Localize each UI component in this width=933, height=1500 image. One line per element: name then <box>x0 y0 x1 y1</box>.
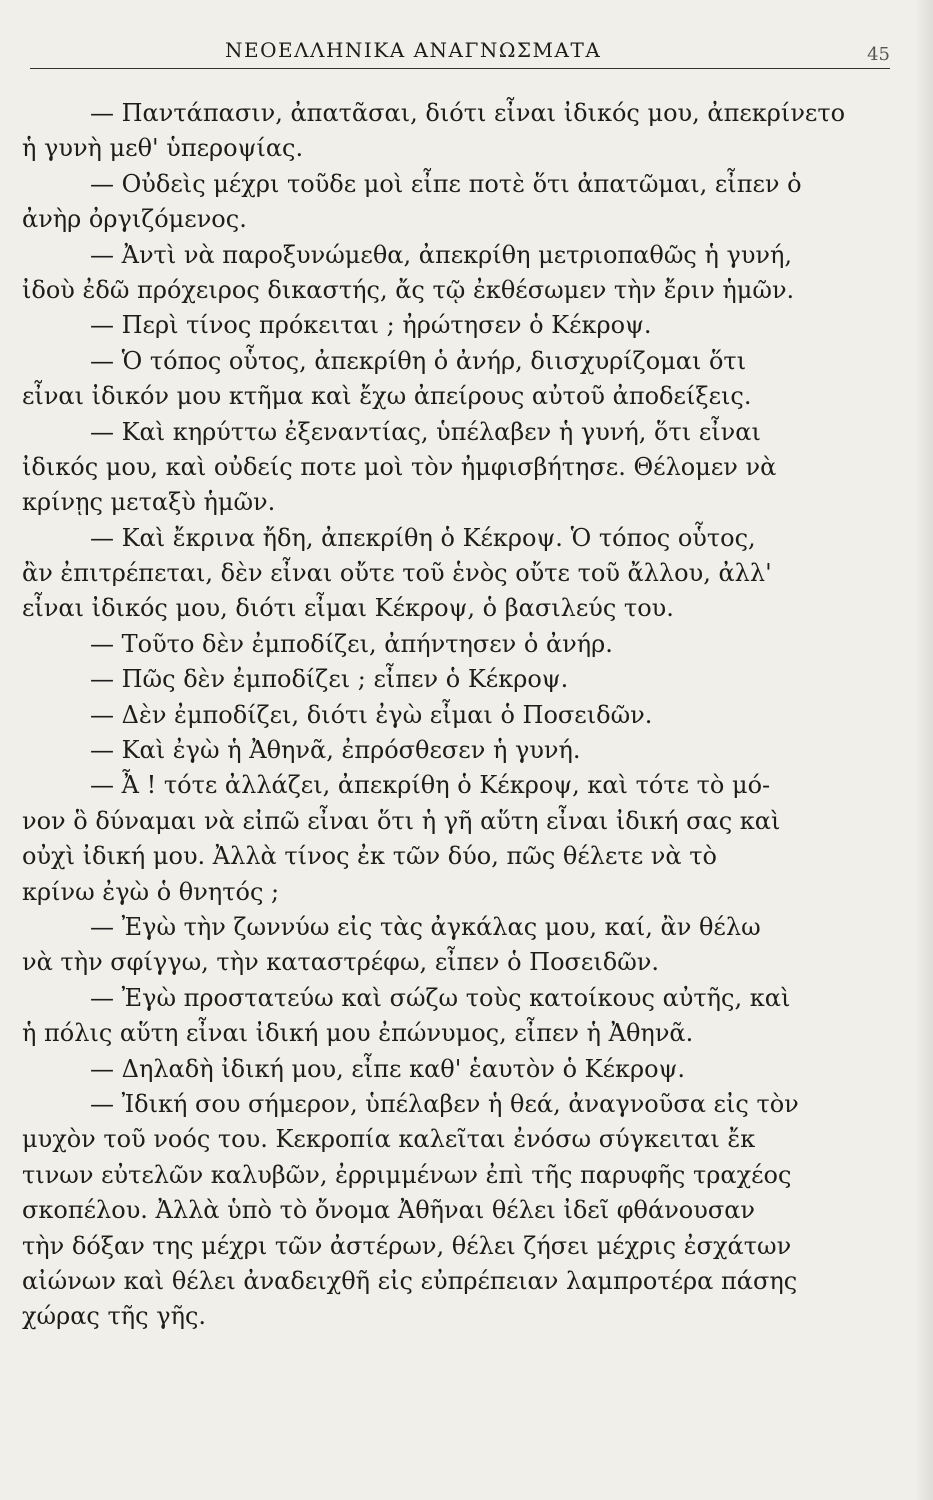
text-line: — Καὶ ἔκρινα ἤδη, ἀπεκρίθη ὁ Κέκροψ. Ὁ τόπος οὗτος, <box>90 523 756 552</box>
text-line: ἰδοὺ ἐδῶ πρόχειρος δικαστής, ἄς τῷ ἐκθέσωμεν τὴν ἔριν ἡμῶν. <box>22 275 795 304</box>
text-line: — Καὶ ἐγὼ ἡ Ἀθηνᾶ, ἐπρόσθεσεν ἡ γυνή. <box>90 736 581 765</box>
text-line: — Ἀντὶ νὰ παροξυνώμεθα, ἀπεκρίθη μετριοπαθῶς ἡ γυνή, <box>90 240 793 269</box>
text-line: εἶναι ἰδικόν μου κτῆμα καὶ ἔχω ἀπείρους αὐτοῦ ἀποδείξεις. <box>22 382 752 411</box>
text-line: — Τοῦτο δὲν ἐμποδίζει, ἀπήντησεν ὁ ἀνήρ. <box>90 629 613 658</box>
text-line: — Ἆ ! τότε ἀλλάζει, ἀπεκρίθη ὁ Κέκροψ, καὶ τότε τὸ μό- <box>90 771 771 800</box>
text-line: — Ἐγὼ τὴν ζωννύω εἰς τὰς ἀγκάλας μου, καί, ἂν θέλω <box>90 912 761 941</box>
text-line: ἡ γυνὴ μεθ' ὑπεροψίας. <box>22 134 304 163</box>
header-rule <box>30 68 890 69</box>
text-line: ἡ πόλις αὕτη εἶναι ἰδική μου ἐπώνυμος, εἶπεν ἡ Ἀθηνᾶ. <box>22 1019 694 1048</box>
text-line: — Καὶ κηρύττω ἐξεναντίας, ὑπέλαβεν ἡ γυνή, ὅτι εἶναι <box>90 417 761 446</box>
text-line: — Δηλαδὴ ἰδική μου, εἶπε καθ' ἑαυτὸν ὁ Κέκροψ. <box>90 1054 686 1083</box>
text-line: — Οὐδεὶς μέχρι τοῦδε μοὶ εἶπε ποτὲ ὅτι ἀπατῶμαι, εἶπεν ὁ <box>90 169 802 198</box>
text-line: — Ἐγὼ προστατεύω καὶ σώζω τοὺς κατοίκους αὐτῆς, καὶ <box>90 983 791 1012</box>
text-line: σκοπέλου. Ἀλλὰ ὑπὸ τὸ ὄνομα Ἀθῆναι θέλει ἰδεῖ φθάνουσαν <box>22 1196 756 1225</box>
text-line: — Δὲν ἐμποδίζει, διότι ἐγὼ εἶμαι ὁ Ποσειδῶν. <box>90 700 653 729</box>
page-number: 45 <box>867 44 890 65</box>
text-line: νὰ τὴν σφίγγω, τὴν καταστρέφω, εἶπεν ὁ Ποσειδῶν. <box>22 948 660 977</box>
page-edge-shadow <box>915 0 933 1500</box>
text-line: κρίνῃς μεταξὺ ἡμῶν. <box>22 488 276 517</box>
text-line: εἶναι ἰδικός μου, διότι εἶμαι Κέκροψ, ὁ βασιλεύς του. <box>22 594 674 623</box>
page-header <box>30 38 890 68</box>
text-line: τινων εὐτελῶν καλυβῶν, ἐρριμμένων ἐπὶ τῆς παρυφῆς τραχέος <box>22 1160 792 1189</box>
text-line: τὴν δόξαν της μέχρι τῶν ἀστέρων, θέλει ζήσει μέχρις ἐσχάτων <box>22 1231 792 1260</box>
text-line: οὐχὶ ἰδική μου. Ἀλλὰ τίνος ἐκ τῶν δύο, πῶς θέλετε νὰ τὸ <box>22 842 717 871</box>
text-line: κρίνω ἐγὼ ὁ θνητός ; <box>22 877 280 906</box>
text-line: — Ἰδική σου σήμερον, ὑπέλαβεν ἡ θεά, ἀναγνοῦσα εἰς τὸν <box>90 1089 799 1118</box>
body-text <box>22 96 902 1335</box>
text-line: μυχὸν τοῦ νοός του. Κεκροπία καλεῖται ἐνόσω σύγκειται ἔκ <box>22 1125 756 1154</box>
text-line: — Ὁ τόπος οὗτος, ἀπεκρίθη ὁ ἀνήρ, διισχυρίζομαι ὅτι <box>90 346 747 375</box>
text-line: — Περὶ τίνος πρόκειται ; ἠρώτησεν ὁ Κέκροψ. <box>90 311 652 340</box>
text-line: ἰδικός μου, καὶ οὐδείς ποτε μοὶ τὸν ἠμφισβήτησε. Θέλομεν νὰ <box>22 452 777 481</box>
text-line: — Παντάπασιν, ἀπατᾶσαι, διότι εἶναι ἰδικός μου, ἀπεκρίνετο <box>90 99 846 127</box>
text-line: ἀνὴρ ὀργιζόμενος. <box>22 205 247 234</box>
text-line: αἰώνων καὶ θέλει ἀναδειχθῆ εἰς εὐπρέπειαν λαμπροτέρα πάσης <box>22 1266 798 1295</box>
text-line: νον ὃ δύναμαι νὰ εἰπῶ εἶναι ὅτι ἡ γῆ αὕτη εἶναι ἰδική σας καὶ <box>22 806 781 835</box>
text-line: — Πῶς δὲν ἐμποδίζει ; εἶπεν ὁ Κέκροψ. <box>90 665 569 694</box>
running-title: ΝΕΟΕΛΛΗΝΙΚΑ ΑΝΑΓΝΩΣΜΑΤΑ <box>225 38 602 62</box>
text-line: ἂν ἐπιτρέπεται, δὲν εἶναι οὔτε τοῦ ἑνὸς οὔτε τοῦ ἄλλου, ἀλλ' <box>22 559 772 588</box>
text-line: χώρας τῆς γῆς. <box>22 1302 207 1331</box>
